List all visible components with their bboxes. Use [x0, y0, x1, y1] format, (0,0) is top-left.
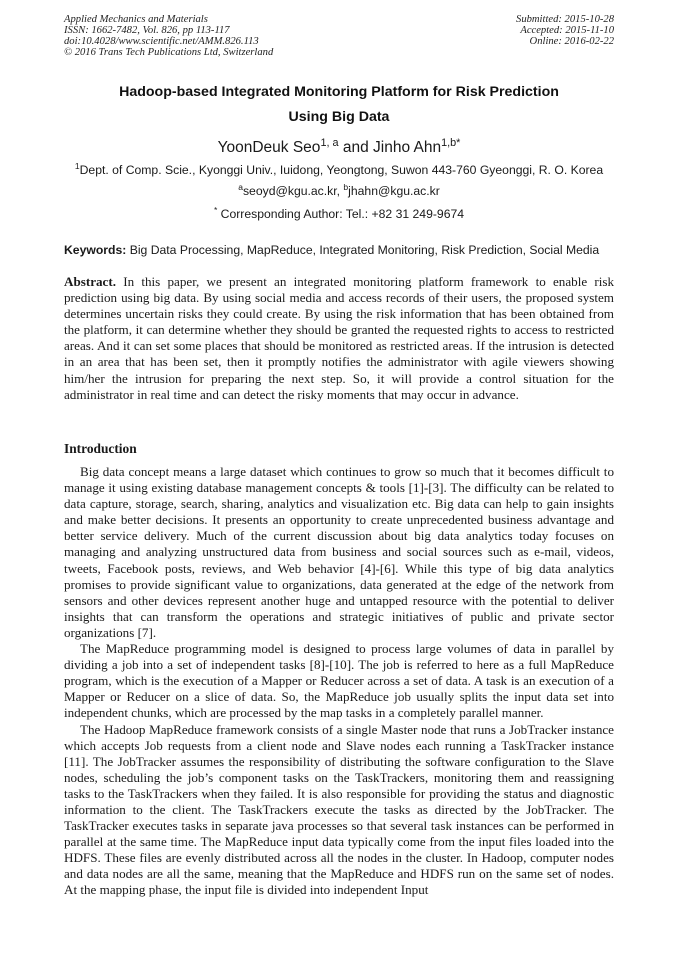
journal-name: Applied Mechanics and Materials [64, 14, 208, 25]
abstract-text: In this paper, we present an integrated monitoring platform framework to enable risk prediction using big data. By using social media and access records of their users, the proposed system determines uncertain risks they could create. By using the risk information that has been obtained from the platform, it can determine whether they should be granted the requested rights to access to restricted areas. And it can set some places that should be monitored as restricted areas. If the intrusion is detected in an area that has been set, then it promptly notifies the administrator with agile viewers showing him/her the intrusion for preparing the next step. So, it will provide a control situation for the administrator in real time and can detect the risky moments that may occur in advance. [64, 274, 614, 402]
affiliation-text: Dept. of Comp. Scie., Kyonggi Univ., Iuidong, Yeongtong, Suwon 443-760 Gyeonggi, R. O. Korea [79, 163, 604, 177]
email-b-sup: b [343, 181, 349, 192]
accepted-date: Accepted: 2015-11-10 [520, 24, 614, 36]
online-date: Online: 2016-02-22 [529, 35, 614, 47]
author-conj: and [338, 139, 374, 156]
email-a-sup: a [238, 181, 243, 192]
paper-title [64, 80, 614, 130]
keywords [64, 242, 624, 258]
author-1-affil: 1, a [320, 136, 339, 149]
author-2-affil: 1,b* [441, 136, 461, 149]
journal-issn: ISSN: 1662-7482, Vol. 826, pp 113-117 [64, 24, 230, 36]
section-heading-introduction: Introduction [64, 441, 137, 456]
keywords-text: Big Data Processing, MapReduce, Integrated Monitoring, Risk Prediction, Social Media [126, 243, 600, 257]
author-emails [64, 183, 614, 199]
author-list [64, 138, 614, 158]
author-2: Jinho Ahn [373, 139, 442, 156]
dates-header [516, 15, 614, 48]
affiliation-number: 1 [74, 160, 80, 171]
abstract-label: Abstract. [64, 274, 116, 289]
corresponding-author [64, 206, 614, 222]
paragraph: The MapReduce programming model is designed to process large volumes of data in parallel by dividing a job into a set of independent tasks [8]-[10]. The job is referred to here as a full MapReduce program, which is the execution of a Mapper or Reducer across a set of data. A task is an execution of a Mapper or Reducer on a slice of data. So, the MapReduce job usually splits the input data set into independent chunks, which are processed by the map tasks in a completely parallel manner. [64, 641, 614, 721]
paragraph: The Hadoop MapReduce framework consists of a single Master node that runs a JobTracker instance which accepts Job requests from a client node and Slave nodes each running a TaskTracker instance [11]. The JobTracker assumes the responsibility of distributing the software configuration to the Slave nodes, scheduling the job’s component tasks on the TaskTrackers, monitoring them and reassigning tasks to the TaskTrackers when they failed. It is also responsible for providing the status and diagnostic information to the client. The TaskTrackers execute the tasks as directed by the JobTracker. The TaskTracker executes tasks in separate java processes so that several task instances can be performed in parallel at the same time. The MapReduce input data typically come from the input files loaded into the HDFS. These files are evenly distributed across all the nodes in the cluster. In Hadoop, computer nodes and data nodes are all the same, meaning that the MapReduce and HDFS run on the same set of nodes. At the mapping phase, the input file is divided into independent Input [64, 721, 614, 898]
abstract [64, 274, 614, 403]
submitted-date: Submitted: 2015-10-28 [516, 14, 614, 25]
journal-header [64, 15, 273, 59]
introduction-body [64, 464, 614, 899]
keywords-label: Keywords: [64, 243, 127, 257]
affiliation [64, 162, 614, 178]
corr-text: Corresponding Author: Tel.: +82 31 249-9674 [217, 207, 465, 221]
title-line-1: Hadoop-based Integrated Monitoring Platform for Risk Prediction [119, 84, 559, 100]
author-1: YoonDeuk Seo [217, 139, 321, 156]
title-line-2: Using Big Data [288, 109, 390, 125]
journal-copyright: © 2016 Trans Tech Publications Ltd, Switzerland [64, 46, 274, 58]
email-b: jhahn@kgu.ac.kr [348, 184, 440, 198]
journal-doi: doi:10.4028/www.scientific.net/AMM.826.113 [64, 35, 259, 47]
email-a: seoyd@kgu.ac.kr, [242, 184, 344, 198]
corr-sup: * [213, 204, 218, 215]
paragraph: Big data concept means a large dataset which continues to grow so much that it becomes difficult to manage it using existing database management concepts & tools [1]-[3]. The difficulty can be related to data capture, storage, search, sharing, analytics and visualization etc. Big data can help to gain insights and make better decisions. It presents an opportunity to create unprecedented business advantage and better service delivery. Much of the current discussion about big data analytics today focuses on managing and analyzing unstructured data from business and social sources such as e-mail, videos, tweets, Facebook posts, reviews, and Web behavior [4]-[6]. While this type of big data analytics promises to provide significant value to organizations, data generated at the edge of the network from sensors and other devices represent another huge and untapped resource with the potential to deliver insights that can transform the operations and strategic initiatives of public and private sector organizations [7]. [64, 464, 614, 640]
